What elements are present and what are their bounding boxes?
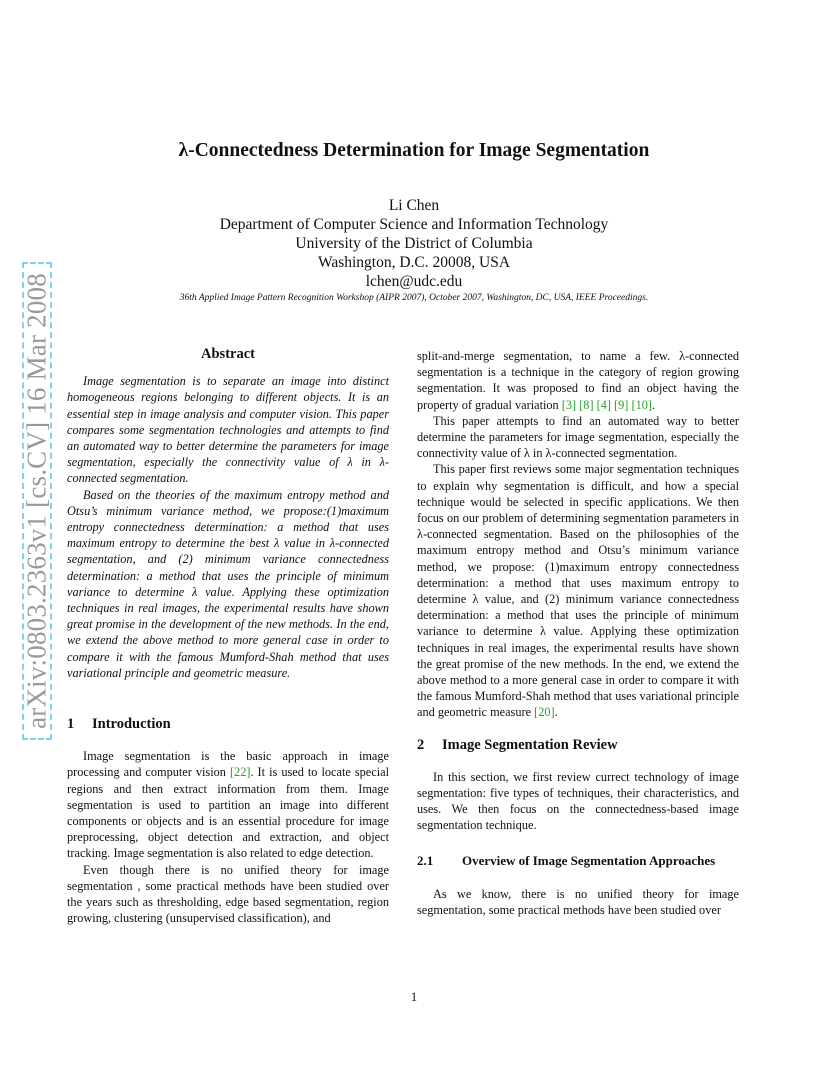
page-number: 1 [410, 990, 418, 1004]
venue-line: 36th Applied Image Pattern Recognition Workshop (AIPR 2007), October 2007, Washington, DC, USA, IEEE Proceedings. [179, 293, 649, 303]
right-p3-end: . [554, 705, 558, 720]
citation-8[interactable]: [8] [579, 397, 594, 412]
citation-3[interactable]: [3] [561, 397, 577, 412]
citation-4[interactable]: [4] [596, 397, 611, 412]
citation-9[interactable]: [9] [614, 397, 629, 412]
intro-text-a: Image segmentation is the basic approach in image processing and computer vision [67, 749, 389, 780]
subsection-2-1-number: 2.1 [417, 852, 434, 868]
abstract-paragraph-1: Image segmentation is to separate an image into distinct homogeneous regions belonging to different objects. It is an essential step in image analysis and computer vision. This paper compares some segmentation technologies and attempts to find an automated way to better determine the parameters for image segmentation, especially the connectivity value of λ in λ-connected segmentation. [67, 374, 389, 486]
arxiv-stamp-text: arXiv:0803.2363v1 [cs.CV] 16 Mar 2008 [21, 273, 52, 729]
section-2-heading [417, 737, 739, 753]
arxiv-stamp [22, 262, 52, 740]
review-paragraph-1: In this section, we first review currect technology of image segmentation: five types of techniques, their characteristics, and uses. We then focus on the connectedness-based image segmentation technique. [417, 769, 739, 833]
intro-paragraph-1 [67, 748, 389, 861]
abstract-paragraph-2: Based on the theories of the maximum entropy method and Otsu’s minimum variance method, we propose:(1)maximum entropy connectedness determination: a method that uses maximum entropy to determine the best λ value in λ-connected segmentation, and (2) minimum variance connectedness determination: a method that uses the principle of minimum variance to determine λ value. Applying these optimization techniques in real images, the experimental results have shown great promise in the development of the new methods. In the end, we extend the above method to more general case in order to compare it with the famous Mumford-Shah method that uses variational principle and geometric measure. [67, 487, 389, 680]
right-paragraph-1 [417, 348, 739, 413]
right-text-a: split-and-merge segmentation, to name a few. λ-connected segmentation is a technique in the category of region growing segmentation. It was proposed to find an object having the property of gradual variation [417, 349, 739, 412]
overview-paragraph-1: As we know, there is no unified theory for image segmentation, some practical methods have been studied over [417, 886, 739, 917]
author-name: Li Chen [388, 197, 440, 214]
author-university: University of the District of Columbia [295, 235, 533, 252]
left-column [67, 346, 389, 927]
right-column [417, 348, 739, 918]
subsection-2-1-heading [417, 852, 739, 869]
intro-paragraph-2: Even though there is no unified theory for image segmentation , some practical methods have been studied over the years such as thresholding, edge based segmentation, region growing, clustering (unsupervised classification), and [67, 862, 389, 926]
paper-title: λ-Connectedness Determination for Image Segmentation [178, 140, 650, 161]
subsection-2-1-title: Overview of Image Segmentation Approaches [462, 852, 716, 868]
intro-text-b: . It is used to locate special regions and then extract information from them. Image segmentation is used to partition an image into different components or objects and is an essential procedure for image preprocessing, object detection and extraction, and object tracking. Image segmentation is also related to edge detection. [67, 765, 389, 861]
section-1-number: 1 [67, 716, 75, 733]
right-p3-text: This paper first reviews some major segmentation techniques to explain why segmentation is difficult, and how a special technique would be selected in specific applications. We then focus on our problem of determining segmentation parameters in λ-connected segmentation. Based on the philosophies of the maximum entropy method and Otsu’s minimum variance method, we propose: (1)maximum entropy connectedness determination: a method that uses maximum entropy to determine λ value, and (2) minimum variance connectedness determination: a method that uses the principle of minimum variance to determine λ value. Applying these optimization techniques in real images, the experimental results have shown the great promise of the new methods. In the end, we extend the above method to a more general case in order to compare it with the famous Mumford-Shah method that uses variational principle and geometric measure [417, 462, 739, 720]
right-paragraph-3 [417, 461, 739, 720]
author-address: Washington, D.C. 20008, USA [317, 254, 511, 271]
citation-10[interactable]: [10] [631, 397, 652, 412]
author-department: Department of Computer Science and Information Technology [219, 216, 609, 233]
author-email: lchen@udc.edu [365, 273, 463, 290]
right-text-end: . [651, 397, 656, 412]
author-block [0, 196, 828, 291]
citation-22[interactable]: [22] [229, 765, 251, 780]
section-1-title: Introduction [92, 716, 171, 733]
section-1-heading [67, 716, 389, 732]
section-2-title: Image Segmentation Review [442, 736, 618, 753]
citation-20[interactable]: [20] [534, 705, 555, 720]
section-2-number: 2 [417, 736, 425, 753]
abstract-heading: Abstract [201, 346, 255, 362]
right-paragraph-2: This paper attempts to find an automated way to better determine the parameters for image segmentation, especially the connectivity value of λ in λ-connected segmentation. [417, 413, 739, 461]
